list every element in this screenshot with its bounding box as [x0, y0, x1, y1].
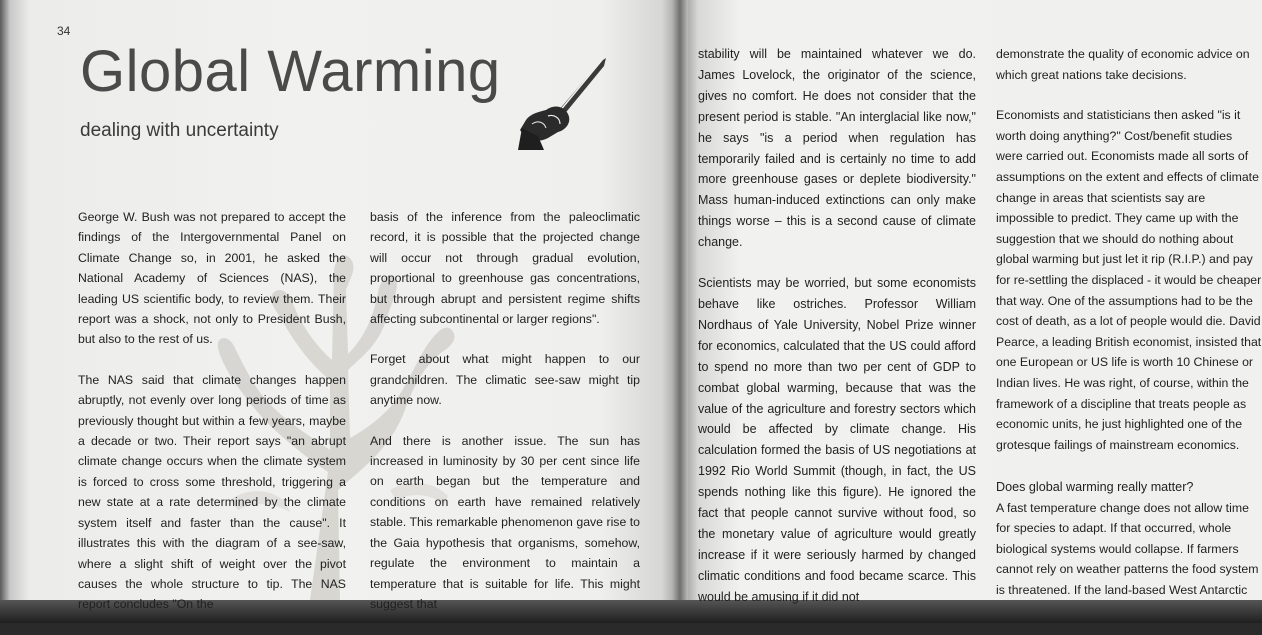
paragraph: A fast temperature change does not allow time for species to adapt. If that occurred, whole biological systems would collapse. If farmers cannot rely on weather patterns the food system is threatened. If the land-based West Antarctic — [996, 500, 1259, 598]
page-number: 34 — [57, 24, 71, 38]
paragraph: Economists and statisticians then asked "is it worth doing anything?" Cost/benefit studies were carried out. Economists made all sorts of assumptions on the extent and effects of climate change in areas that scientists say are impossible to predict. They came up with the suggestion that we should do nothing about global warming but just let it rip (R.I.P.) and pay for re-settling the displaced - it would be cheaper that way. One of the assumptions had to be the cost of death, as a lot of people would die. David Pearce, a leading British economist, insisted that one European or US life is worth 10 Chinese or Indian lives. He was right, of course, within the framework of a discipline that treats people as economic units, he just highlighted one of the grotesque failings of mainstream economics. — [996, 108, 1262, 452]
paragraph: And there is another issue. The sun has increased in luminosity by 30 per cent since life on earth began but the temperature and conditions on earth have remained relatively stable. This remarkable phenomenon gave rise to the Gaia hypothesis that organisms, somehow, regulate the environment to maintain a temperature that is suitable for life. This might suggest that — [370, 433, 640, 611]
paragraph: stability will be maintained whatever we do. James Lovelock, the originator of the science, gives no comfort. He does not consider that the present period is stable. "An interglacial like now," he says "is a period when regulation has temporarily failed and is certainly no time to add more greenhouse gases or deplete biodiversity." Mass human-induced extinctions can only make things worse – this is a second cause of climate change. — [698, 47, 976, 250]
paragraph: The NAS said that climate changes happen abruptly, not evenly over long periods of time as previously thought but within a few years, maybe a decade or two. Their report says "an abrupt climate change occurs when the climate system is forced to cross some threshold, triggering a new state at a rate determined by the climate system itself and faster than the cause". It illustrates this with the diagram of a see-saw, where a slight shift of weight over the pivot causes the whole structure to tip. The NAS report concludes "On the — [78, 372, 346, 612]
page-subtitle: dealing with uncertainty — [80, 120, 279, 141]
text-column-1 — [78, 207, 346, 635]
text-column-4 — [996, 44, 1262, 621]
book-spine — [672, 0, 688, 612]
paragraph: Scientists may be worried, but some economists behave like ostriches. Professor William Nordhaus of Yale University, Nobel Prize winner for economics, calculated that the US could afford to spend no more than two per cent of GDP to combat global warming, because that was the value of the agriculture and forestry sectors which would be affected by climate change. His calculation formed the basis of US negotiations at 1992 Rio World Summit (though, in fact, the US spends nothing like this figure). He ignored the fact that people cannot survive without food, so the monetary value of agriculture would greatly increase if it were seriously harmed by changed climatic conditions and food became scarce. This would be amusing if it did not — [698, 276, 976, 604]
paragraph: George W. Bush was not prepared to accept the findings of the Intergovernmental Panel on Climate Change so, in 2001, he asked the National Academy of Sciences (NAS), the leading US scientific body, to review them. Their report was a shock, not only to President Bush, but also to the rest of us. — [78, 210, 346, 347]
hand-writing-icon — [518, 56, 610, 152]
section-heading: Does global warming really matter? — [996, 480, 1194, 495]
paragraph: Forget about what might happen to our grandchildren. The climatic see-saw might tip anytime now. — [370, 352, 640, 408]
text-column-2 — [370, 207, 640, 634]
paragraph: demonstrate the quality of economic advice on which great nations take decisions. — [996, 47, 1250, 82]
paragraph: basis of the inference from the paleoclimatic record, it is possible that the projected change will occur not through gradual evolution, proportional to greenhouse gas concentrations, but through abrupt and persistent regime shifts affecting subcontinental or larger regions". — [370, 210, 640, 327]
page-title: Global Warming — [80, 39, 501, 104]
text-column-3 — [698, 44, 976, 628]
